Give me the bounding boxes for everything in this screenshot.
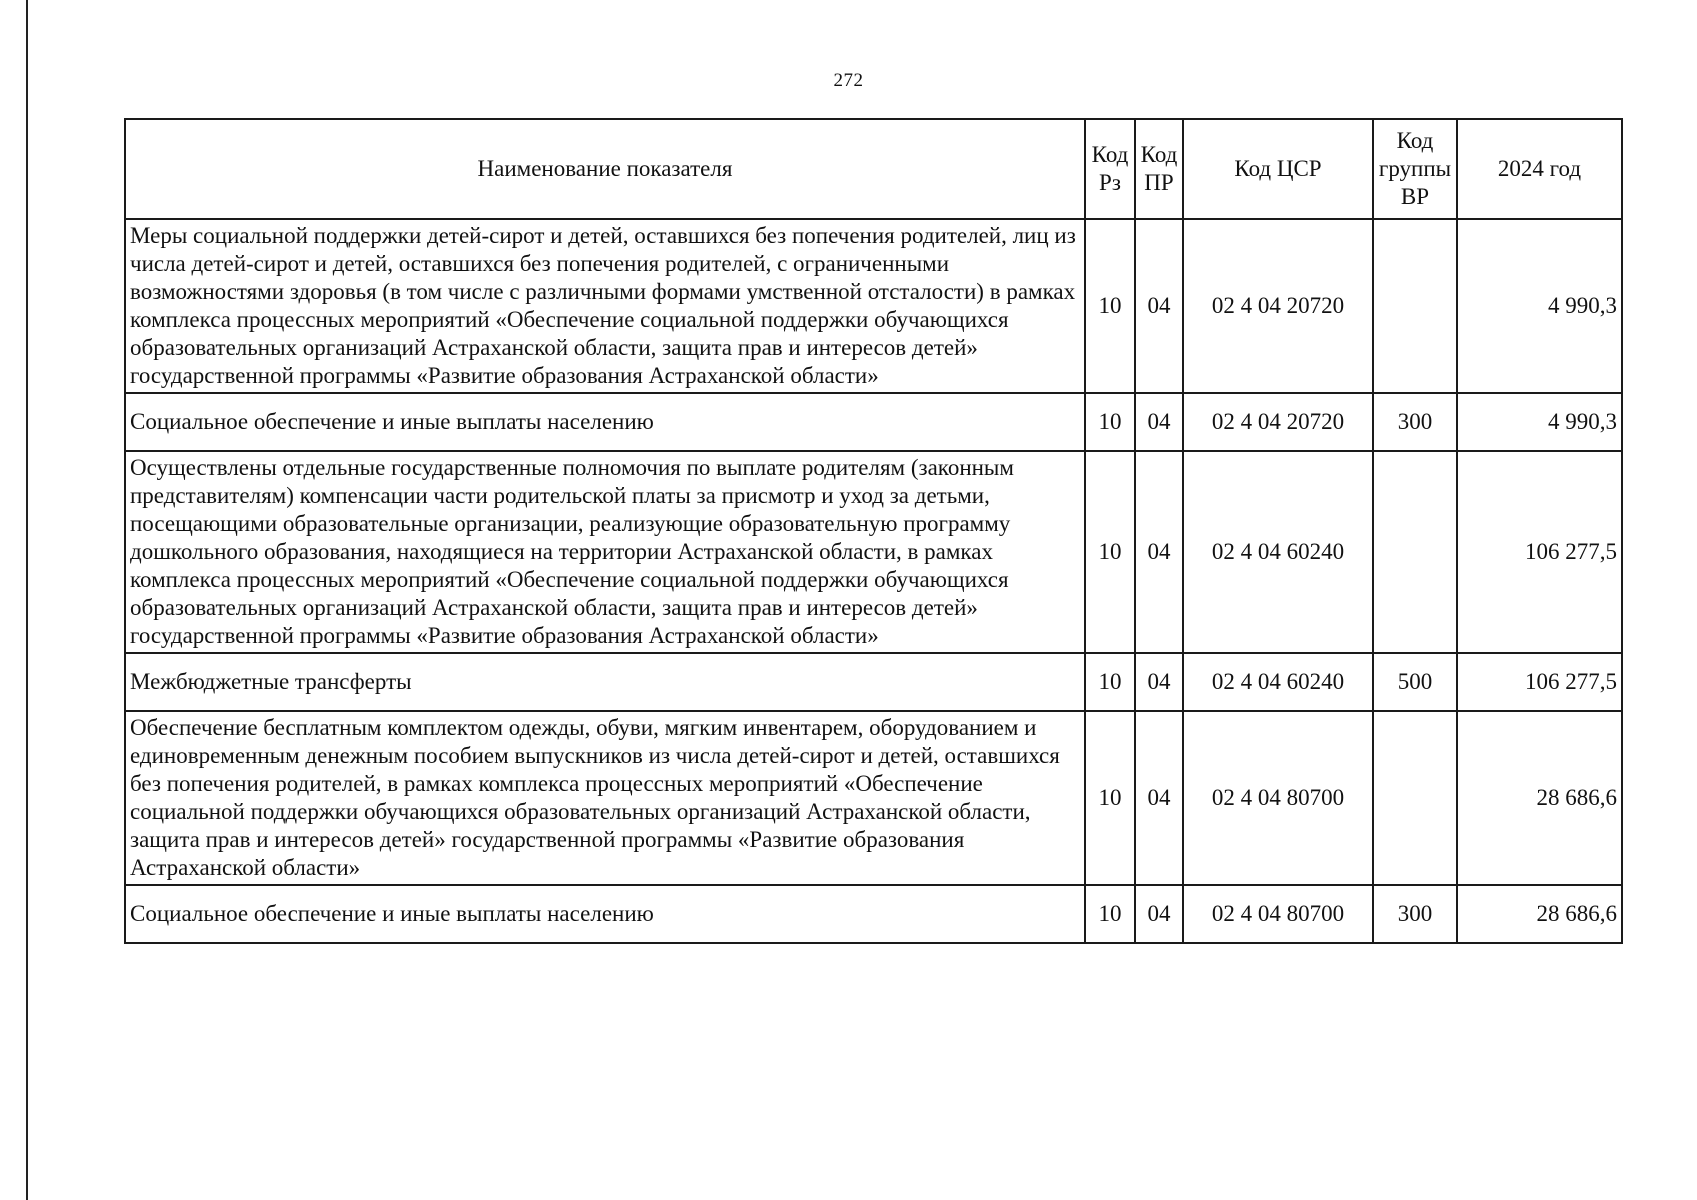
- row-amount: 28 686,6: [1457, 885, 1622, 943]
- page-left-edge-rule: [26, 0, 28, 1200]
- header-pr: Код ПР: [1135, 119, 1183, 219]
- row-csr: 02 4 04 20720: [1183, 393, 1373, 451]
- row-vr: 500: [1373, 653, 1457, 711]
- table-header-row: [125, 119, 1622, 219]
- row-rz: 10: [1085, 885, 1135, 943]
- row-vr: [1373, 711, 1457, 885]
- table-row: [125, 219, 1622, 393]
- row-pr: 04: [1135, 711, 1183, 885]
- row-vr: 300: [1373, 393, 1457, 451]
- header-year: 2024 год: [1457, 119, 1622, 219]
- table-row: [125, 451, 1622, 653]
- row-csr: 02 4 04 60240: [1183, 653, 1373, 711]
- row-csr: 02 4 04 20720: [1183, 219, 1373, 393]
- row-name: Обеспечение бесплатным комплектом одежды, обуви, мягким инвентарем, оборудованием и единовременным денежным пособием выпускников из числа детей-сирот и детей, оставшихся без попечения родителей, в рамках комплекса процессных мероприятий «Обеспечение социальной поддержки обучающихся образовательных организаций Астраханской области, защита прав и интересов детей» государственной программы «Развитие образования Астраханской области»: [125, 711, 1085, 885]
- row-name: Социальное обеспечение и иные выплаты населению: [125, 393, 1085, 451]
- table-row: [125, 711, 1622, 885]
- table-row: [125, 653, 1622, 711]
- row-name: Межбюджетные трансферты: [125, 653, 1085, 711]
- row-amount: 28 686,6: [1457, 711, 1622, 885]
- row-csr: 02 4 04 80700: [1183, 711, 1373, 885]
- header-vr: Код группы ВР: [1373, 119, 1457, 219]
- row-amount: 106 277,5: [1457, 451, 1622, 653]
- row-amount: 106 277,5: [1457, 653, 1622, 711]
- row-pr: 04: [1135, 451, 1183, 653]
- row-pr: 04: [1135, 393, 1183, 451]
- budget-table: [124, 118, 1623, 944]
- row-rz: 10: [1085, 653, 1135, 711]
- row-vr: 300: [1373, 885, 1457, 943]
- row-name: Осуществлены отдельные государственные полномочия по выплате родителям (законным представителям) компенсации части родительской платы за присмотр и уход за детьми, посещающими образовательные организации, реализующие образовательную программу дошкольного образования, находящиеся на территории Астраханской области, в рамках комплекса процессных мероприятий «Обеспечение социальной поддержки обучающихся образовательных организаций Астраханской области, защита прав и интересов детей» государственной программы «Развитие образования Астраханской области»: [125, 451, 1085, 653]
- row-pr: 04: [1135, 885, 1183, 943]
- row-rz: 10: [1085, 219, 1135, 393]
- row-pr: 04: [1135, 653, 1183, 711]
- row-vr: [1373, 219, 1457, 393]
- row-csr: 02 4 04 60240: [1183, 451, 1373, 653]
- row-amount: 4 990,3: [1457, 393, 1622, 451]
- row-csr: 02 4 04 80700: [1183, 885, 1373, 943]
- row-rz: 10: [1085, 711, 1135, 885]
- row-rz: 10: [1085, 451, 1135, 653]
- table-row: [125, 885, 1622, 943]
- row-vr: [1373, 451, 1457, 653]
- row-name: Социальное обеспечение и иные выплаты населению: [125, 885, 1085, 943]
- row-name: Меры социальной поддержки детей-сирот и детей, оставшихся без попечения родителей, лиц из числа детей-сирот и детей, оставшихся без попечения родителей, с ограниченными возможностями здоровья (в том числе с различными формами умственной отсталости) в рамках комплекса процессных мероприятий «Обеспечение социальной поддержки обучающихся образовательных организаций Астраханской области, защита прав и интересов детей» государственной программы «Развитие образования Астраханской области»: [125, 219, 1085, 393]
- table-row: [125, 393, 1622, 451]
- row-rz: 10: [1085, 393, 1135, 451]
- page-number: 272: [833, 70, 864, 91]
- header-name: Наименование показателя: [125, 119, 1085, 219]
- header-csr: Код ЦСР: [1183, 119, 1373, 219]
- header-rz: Код Рз: [1085, 119, 1135, 219]
- row-pr: 04: [1135, 219, 1183, 393]
- row-amount: 4 990,3: [1457, 219, 1622, 393]
